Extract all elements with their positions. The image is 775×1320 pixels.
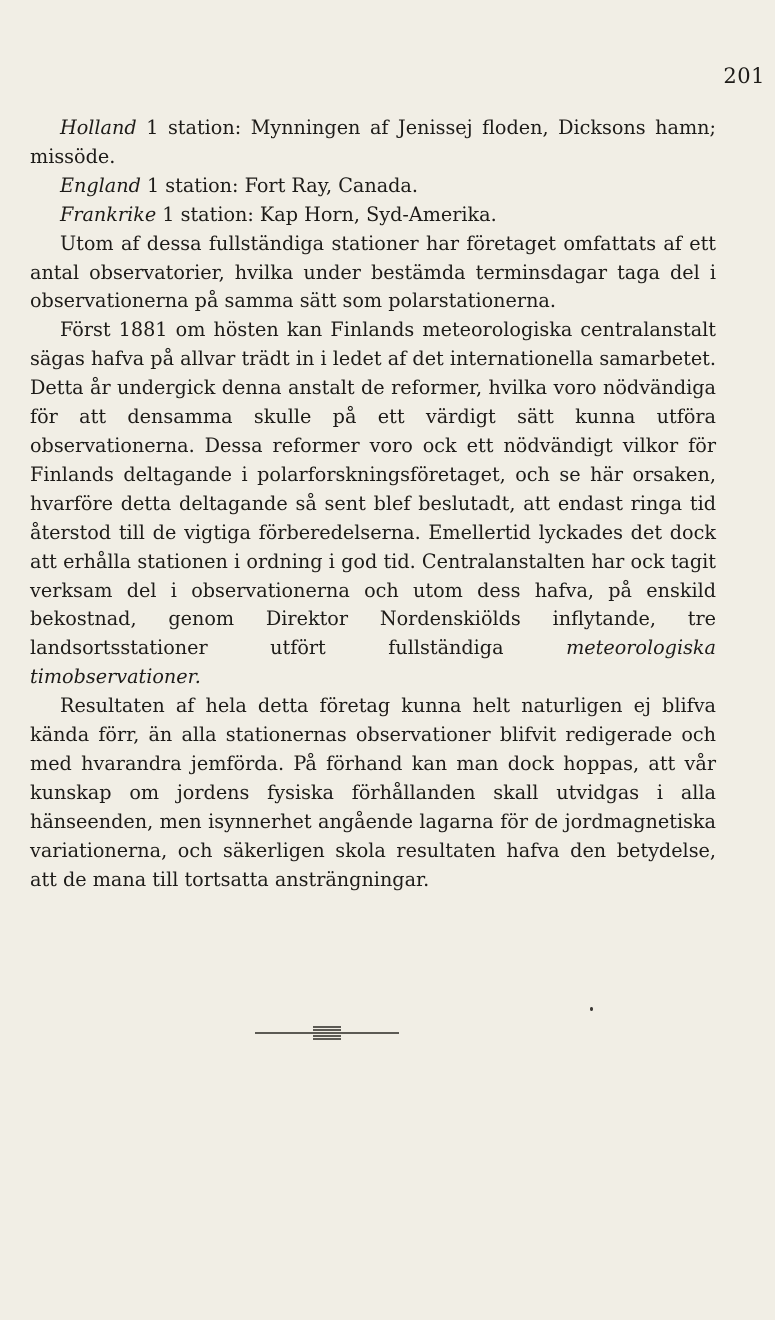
paragraph-italic-tail: meteorologiska timobservationer. [30, 636, 716, 689]
page-number: 201 [723, 64, 765, 88]
country-name: England [60, 173, 141, 197]
paragraph-text: Utom af dessa fullständiga stationer har företaget omfattats af ett antal observatorier, hvilka under bestämda terminsdagar taga del i observationerna på samma sätt som polarstationerna. [30, 231, 716, 313]
paragraph-holland [30, 114, 716, 172]
country-name: Holland [60, 116, 137, 139]
paragraph-finland [30, 316, 716, 692]
paragraph-text: Resultaten af hela detta företag kunna helt naturligen ej blifva kända förr, än alla stationernas observationer blifvit redigerade och med hvarandra jemförda. På förhand kan man dock hoppas, att vår kunskap om jordens fysiska förhållanden skall utvidgas i alla hänseenden, men isynnerhet angående lagarna för de jordmagnetiska variationerna, och säkerligen skola resultaten hafva den betydelse, att de mana till tortsatta ansträngningar. [30, 694, 716, 891]
paragraph-frankrike [30, 201, 716, 230]
end-rule-ornament [255, 1022, 399, 1044]
ink-speck [590, 1007, 593, 1011]
paragraph-observatories [30, 230, 716, 317]
country-name: Frankrike [60, 202, 157, 226]
body-text [30, 114, 716, 894]
paragraph-text: Först 1881 om hösten kan Finlands meteorologiska centralanstalt sägas hafva på allvar trädt in i ledet af det internationella samarbetet. Detta år undergick denna anstalt de reformer, hvilka voro nödvändiga för att densamma skulle på ett värdigt sätt kunna utföra observationerna. Dessa reformer voro ock ett nödvändigt vilkor för Finlands deltagande i polarforskningsföretaget, och se här orsaken, hvarföre detta deltagande så sent blef beslutadt, att endast ringa tid återstod till de vigtiga förberedelserna. Emellertid lyckades det dock att erhålla stationen i ordning i god tid. Centralanstalten har ock tagit verksam del i observationerna och utom dess hafva, på enskild bekostnad, genom Direktor Nordenskiölds inflytande, tre landsortsstationer utfört fullständiga [30, 318, 716, 660]
paragraph-text: 1 station: Mynningen af Jenissej floden, Dicksons hamn; missöde. [30, 116, 716, 168]
paragraph-text: 1 station: Fort Ray, Canada. [140, 173, 418, 197]
paragraph-results [30, 692, 716, 894]
paragraph-england [30, 172, 716, 201]
paragraph-text: 1 station: Kap Horn, Syd-Amerika. [156, 202, 497, 226]
